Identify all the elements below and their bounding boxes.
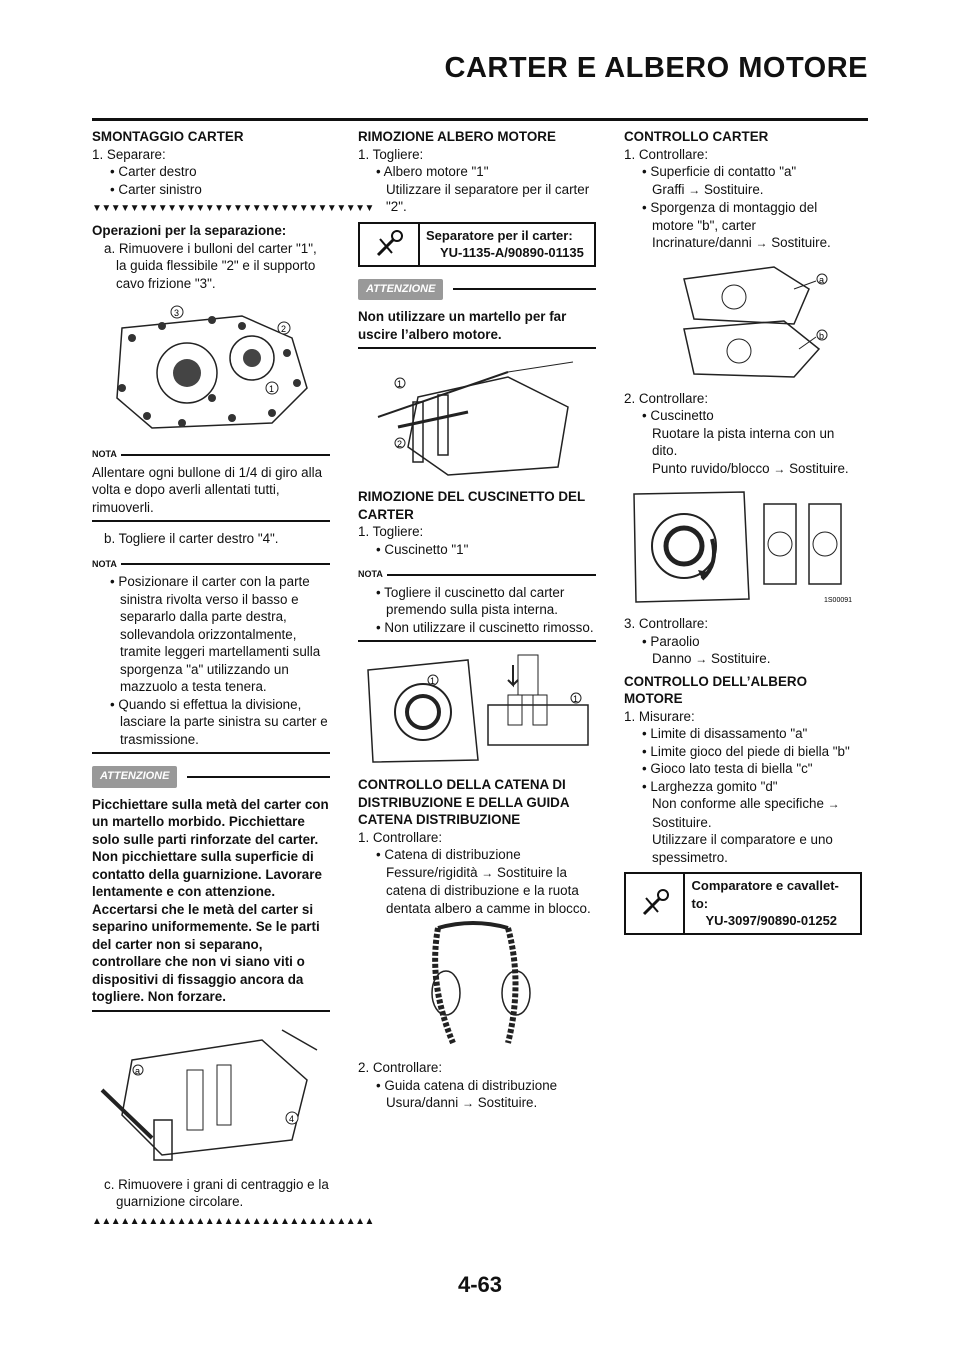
list-item-note: Danno → Sostituire. <box>652 651 771 666</box>
crankcase-bolts-figure <box>92 298 330 438</box>
list-item-note: Incrinature/danni → Sostituire. <box>652 235 831 250</box>
nota-end-rule <box>92 752 330 754</box>
list-item: • Guida catena di distribuzione <box>376 1077 558 1093</box>
list-item: • Carter sinistro <box>110 181 202 197</box>
header-rule <box>92 118 868 121</box>
step-text: 1. Controllare: <box>358 829 443 845</box>
callout-1: 1 <box>397 379 403 389</box>
list-item-note: Punto ruvido/blocco → Sostituire. <box>652 460 849 476</box>
list-item-note: Non conforme alle specifiche → Sostituire. <box>652 796 840 830</box>
list-item-note: Utilizzare il comparatore e uno spessimetro. <box>652 832 833 865</box>
tool-code: YU-1135-A/90890-01135 <box>440 245 584 260</box>
nota-header: NOTA <box>358 566 596 584</box>
list-item: • Paraolio <box>642 633 700 649</box>
list-item: • Gioco lato testa di biella "c" <box>642 761 813 776</box>
callout-1: 1 <box>430 676 436 686</box>
step-text: c. Rimuovere i grani di centraggio e la guarnizione circolare. <box>104 1176 329 1209</box>
step-text: 2. Controllare: <box>624 390 709 406</box>
column-right <box>624 128 862 943</box>
section-heading: CONTROLLO CARTER <box>624 129 769 144</box>
list-item: • Carter destro <box>110 164 197 179</box>
callout-a: a <box>819 274 825 285</box>
wrench-icon <box>626 874 685 933</box>
callout-2: 2 <box>397 439 403 449</box>
procedure-title: Operazioni per la separazione: <box>92 223 287 238</box>
nota-header: NOTA <box>92 556 330 574</box>
step-text: 2. Controllare: <box>358 1060 443 1075</box>
column-middle <box>358 128 596 1113</box>
wrench-icon <box>360 224 420 265</box>
nota-item: • Posizionare il carter con la parte sinistra rivolta verso il basso e separarlo dalla parte destra, sollevandola orizzontalmente, tramite leggeri martellamenti sulla sporgenza "a" utilizzando un mazzuolo a testa tenera. <box>110 574 321 694</box>
callout-a: a <box>135 1065 141 1076</box>
tool-title: Separatore per il carter: <box>426 227 573 243</box>
crankcase-halves-figure <box>624 259 862 384</box>
arrow-right-icon: → <box>481 865 494 880</box>
list-item-note: Usura/danni → Sostituire. <box>386 1095 538 1110</box>
list-item: • Limite gioco del piede di biella "b" <box>642 743 850 759</box>
arrow-right-icon: → <box>773 461 786 476</box>
step-text: 1. Togliere: <box>358 524 424 539</box>
callout-b: b <box>819 330 825 341</box>
special-tool-box <box>358 222 596 267</box>
tool-code: YU-3097/90890-01252 <box>705 913 838 928</box>
attenzione-text: Picchiettare sulla metà del carter con un martello morbido. Picchiettare solo sulle parti rinforzate del carter. Non picchiettare sulla superficie di contatto della guarnizione. Lavorare lentamente e con attenzione. Accertarsi che le metà del carter si separino uniformemente. Se le parti del carter non si separano, controllare che non vi siano viti o dispositivi di fissaggio ancora da togliere. Non forzare. <box>92 796 329 1004</box>
list-item: • Superficie di contatto "a" <box>642 164 797 179</box>
page-number: 4-63 <box>457 1272 503 1297</box>
attenzione-header: ATTENZIONE <box>358 279 596 301</box>
nota-item: • Togliere il cuscinetto dal carter premendo sulla pista interna. <box>376 584 565 617</box>
crankshaft-removal-figure <box>358 357 596 482</box>
step-text: 1. Togliere: <box>358 146 424 162</box>
nota-text: Allentare ogni bullone di 1/4 di giro alla volta e dopo averli allentati tutti, rimuoverli. <box>92 464 323 515</box>
section-heading: CONTROLLO DELL’ALBERO MOTORE <box>624 673 807 706</box>
step-text: 1. Controllare: <box>624 146 709 162</box>
callout-2: 2 <box>281 324 287 334</box>
list-item-note: Fessure/rigidità → Sostituire la catena di distribuzione e la ruota dentata albero a camme in blocco. <box>386 864 591 916</box>
procedure-end-marker: ▲▲▲▲▲▲▲▲▲▲▲▲▲▲▲▲▲▲▲▲▲▲▲▲▲▲▲▲▲▲ <box>92 1215 374 1227</box>
arrow-right-icon: → <box>461 1096 474 1110</box>
list-item: • Cuscinetto <box>642 408 714 423</box>
list-item: • Albero motore "1" <box>376 164 489 179</box>
column-left <box>92 128 374 1235</box>
arrow-right-icon: → <box>688 182 701 197</box>
nota-item: • Quando si effettua la divisione, lasciare la parte sinistra su carter e trasmissione. <box>110 696 328 747</box>
nota-end-rule <box>358 640 596 642</box>
figure-code: 1S00091 <box>824 597 853 604</box>
tool-title: Comparatore e cavallet-to: <box>691 878 839 911</box>
list-item: • Cuscinetto "1" <box>376 541 469 557</box>
callout-1: 1 <box>573 694 579 704</box>
list-item: • Larghezza gomito "d" <box>642 778 778 794</box>
bearing-removal-figure <box>358 650 596 770</box>
nota-header: NOTA <box>92 446 330 464</box>
bearing-check-figure <box>624 484 862 609</box>
attenzione-header: ATTENZIONE <box>92 766 330 788</box>
list-item-note: Utilizzare il separatore per il carter "2". <box>386 181 590 214</box>
step-text: 3. Controllare: <box>624 616 709 631</box>
attenzione-text: Non utilizzare un martello per far uscire l’albero motore. <box>358 309 567 342</box>
callout-3: 3 <box>174 308 180 318</box>
list-item-note: Ruotare la pista interna con un dito. <box>652 425 835 458</box>
section-heading: RIMOZIONE DEL CUSCINETTO DEL CARTER <box>358 489 585 522</box>
arrow-right-icon: → <box>755 236 768 250</box>
attenzione-end-rule <box>92 1010 330 1012</box>
procedure-start-marker: ▼▼▼▼▼▼▼▼▼▼▼▼▼▼▼▼▼▼▼▼▼▼▼▼▼▼▼▼▼▼ <box>92 203 374 214</box>
nota-end-rule <box>92 520 330 522</box>
arrow-right-icon: → <box>695 652 708 666</box>
step-text: 1. Misurare: <box>624 708 695 724</box>
attenzione-end-rule <box>358 347 596 349</box>
callout-1: 1 <box>269 384 275 394</box>
list-item: • Sporgenza di montaggio del motore "b", carter <box>642 200 818 233</box>
list-item: • Catena di distribuzione <box>376 847 521 862</box>
section-heading: RIMOZIONE ALBERO MOTORE <box>358 129 556 144</box>
list-item: • Limite di disassamento "a" <box>642 726 808 741</box>
nota-item: • Non utilizzare il cuscinetto rimosso. <box>376 619 594 635</box>
arrow-right-icon: → <box>827 797 840 811</box>
special-tool-box <box>624 872 862 935</box>
section-heading: CONTROLLO DELLA CATENA DI DISTRIBUZIONE E DELLA GUIDA CATENA DISTRIBUZIONE <box>358 777 570 827</box>
timing-chain-figure <box>358 923 596 1053</box>
step-text: 1. Separare: <box>92 146 166 162</box>
page-title: CARTER E ALBERO MOTORE <box>444 52 868 84</box>
list-item-note: Graffi → Sostituire. <box>652 181 764 197</box>
callout-4: 4 <box>289 1113 295 1124</box>
step-text: b. Togliere il carter destro "4". <box>104 531 279 546</box>
step-text: a. Rimuovere i bulloni del carter "1", la guida flessibile "2" e il supporto cavo frizione "3". <box>104 240 317 291</box>
section-heading: SMONTAGGIO CARTER <box>92 129 244 144</box>
crankcase-split-figure <box>92 1020 330 1170</box>
